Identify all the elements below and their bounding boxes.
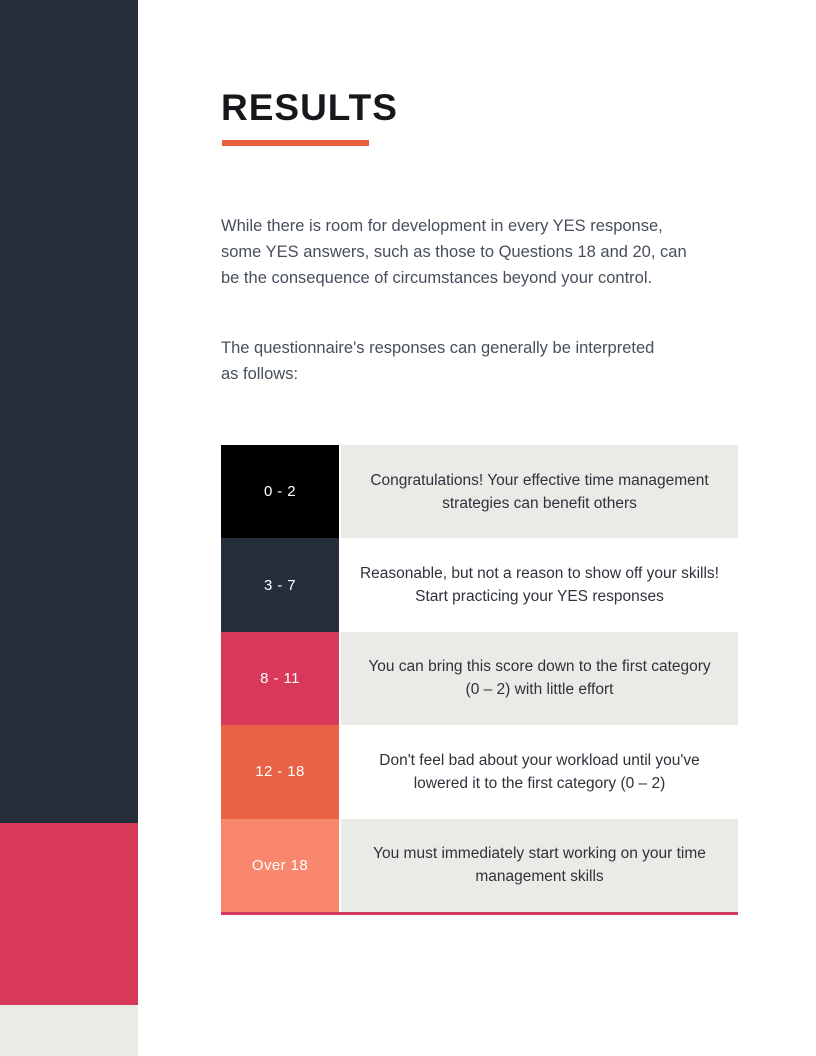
score-description-cell: Reasonable, but not a reason to show off your skills! Start practicing your YES responses bbox=[341, 538, 738, 631]
score-range-cell: Over 18 bbox=[221, 819, 339, 912]
score-description-cell: You must immediately start working on your time management skills bbox=[341, 819, 738, 912]
table-row bbox=[221, 538, 738, 631]
sidebar-gray-block bbox=[0, 1005, 138, 1056]
score-range-cell: 0 - 2 bbox=[221, 445, 339, 538]
intro-paragraph-2: The questionnaire's responses can generally be interpreted as follows: bbox=[221, 339, 655, 383]
score-description-cell: Don't feel bad about your workload until you've lowered it to the first category (0 – 2) bbox=[341, 725, 738, 818]
table-row bbox=[221, 632, 738, 725]
score-description-cell: Congratulations! Your effective time management strategies can benefit others bbox=[341, 445, 738, 538]
table-row bbox=[221, 445, 738, 538]
page-title: RESULTS bbox=[221, 87, 398, 128]
sidebar-navy-block bbox=[0, 0, 138, 823]
main-content bbox=[221, 0, 738, 1056]
intro-paragraph-1: While there is room for development in every YES response, some YES answers, such as those to Questions 18 and 20, can be the consequence of circumstances beyond your control. bbox=[221, 217, 687, 287]
score-table bbox=[221, 445, 738, 915]
score-range-cell: 12 - 18 bbox=[221, 725, 339, 818]
score-range-cell: 8 - 11 bbox=[221, 632, 339, 725]
table-row bbox=[221, 725, 738, 818]
score-description-cell: You can bring this score down to the first category (0 – 2) with little effort bbox=[341, 632, 738, 725]
title-underline bbox=[222, 140, 369, 146]
sidebar-pink-block bbox=[0, 823, 138, 1005]
table-row bbox=[221, 819, 738, 912]
score-range-cell: 3 - 7 bbox=[221, 538, 339, 631]
